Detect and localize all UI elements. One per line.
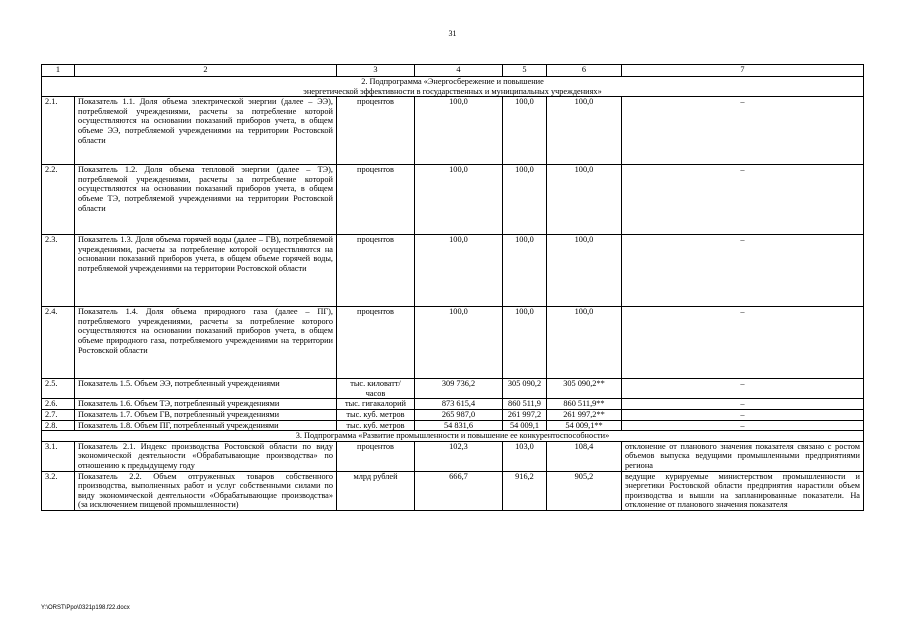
unit: процентов [337,441,415,471]
indicator-name: Показатель 2.1. Индекс производства Ростовской области по виду экономической деятельности «Обрабатывающие производства» по отношению к предыдущему году [75,441,337,471]
indicator-name: Показатель 1.1. Доля объема электрической энергии (далее – ЭЭ), потребляемой учреждениями, расчеты за потребление которой осуществляются на основании показаний приборов учета, в общем объеме ЭЭ, потребляемой учреждениями на территории Ростовской области [75,97,337,165]
value-2: 100,0 [503,235,547,307]
indicator-name: Показатель 1.2. Доля объема тепловой энергии (далее – ТЭ), потребляемой учреждениями, расчеты за потребление которой осуществляются на основании показаний приборов учета, в общем объеме ТЭ, потребляемой учреждениями на территории Ростовской области [75,165,337,235]
value-fact: 305 090,2** [547,379,622,399]
value-plan: 265 987,0 [415,409,503,420]
value-2: 100,0 [503,165,547,235]
indicator-name: Показатель 2.2. Объем отгруженных товаров собственного производства, выполненных работ и услуг собственными силами по виду экономической деятельности «Обрабатывающие производства» (за исключением пищевой промышленности) [75,471,337,510]
value-plan: 666,7 [415,471,503,510]
column-header: 5 [503,65,547,77]
unit: тыс. куб. метров [337,420,415,431]
row-number: 2.6. [42,399,75,410]
value-2: 860 511,9 [503,399,547,410]
unit: процентов [337,307,415,379]
note: – [622,399,864,410]
column-number-row [42,65,864,77]
table-row [42,420,864,431]
indicator-name: Показатель 1.7. Объем ГВ, потребленный учреждениями [75,409,337,420]
value-fact: 100,0 [547,165,622,235]
row-number: 2.2. [42,165,75,235]
value-2: 261 997,2 [503,409,547,420]
table-row [42,307,864,379]
row-number: 2.8. [42,420,75,431]
value-2: 100,0 [503,97,547,165]
value-fact: 905,2 [547,471,622,510]
indicator-name: Показатель 1.4. Доля объема природного газа (далее – ПГ), потребляемого учреждениями, расчеты за потребление которого осуществляются на основании показаний приборов учета, в общем объеме природного газа, потребляемого учреждениями на территории Ростовской области [75,307,337,379]
table-row [42,97,864,165]
row-number: 2.1. [42,97,75,165]
row-number: 2.3. [42,235,75,307]
unit: млрд рублей [337,471,415,510]
table-row [42,379,864,399]
file-path-footer: Y:\ORST\Ppo\0321p198.f22.docx [41,605,130,611]
value-plan: 100,0 [415,307,503,379]
unit: процентов [337,97,415,165]
indicator-name: Показатель 1.6. Объем ТЭ, потребленный учреждениями [75,399,337,410]
column-header: 6 [547,65,622,77]
section-title: 3. Подпрограмма «Развитие промышленности и повышение ее конкурентоспособности» [42,431,864,442]
section-title: 2. Подпрограмма «Энергосбережение и повышение энергетической эффективности в государственных и муниципальных учреждениях» [42,77,864,97]
value-fact: 108,4 [547,441,622,471]
row-number: 2.5. [42,379,75,399]
section-header-row [42,431,864,442]
unit: тыс. киловатт/ часов [337,379,415,399]
note: – [622,409,864,420]
value-fact: 100,0 [547,97,622,165]
indicator-name: Показатель 1.5. Объем ЭЭ, потребленный учреждениями [75,379,337,399]
page-number: 31 [448,29,457,38]
value-2: 100,0 [503,307,547,379]
value-plan: 309 736,2 [415,379,503,399]
row-number: 2.7. [42,409,75,420]
row-number: 3.1. [42,441,75,471]
note: – [622,307,864,379]
unit: тыс. гигакалорий [337,399,415,410]
row-number: 2.4. [42,307,75,379]
value-2: 916,2 [503,471,547,510]
value-2: 305 090,2 [503,379,547,399]
unit: процентов [337,165,415,235]
value-plan: 873 615,4 [415,399,503,410]
row-number: 3.2. [42,471,75,510]
note: – [622,235,864,307]
table-row [42,235,864,307]
value-plan: 100,0 [415,235,503,307]
indicator-name: Показатель 1.3. Доля объема горячей воды (далее – ГВ), потребляемой учреждениями, расчеты за потребление которой осуществляются на основании показаний приборов учета, в общем объеме горячей воды, потребляемой учреждениями на территории Ростовской области [75,235,337,307]
value-plan: 102,3 [415,441,503,471]
note: – [622,165,864,235]
table-row [42,399,864,410]
note: ведущие курируемые министерством промышленности и энергетики Ростовской области предприятия нарастили объем производства и вышли на запланированные показатели. На отклонение от планового значения показателя [622,471,864,510]
value-plan: 100,0 [415,165,503,235]
column-header: 2 [75,65,337,77]
indicators-table [41,64,864,511]
indicator-name: Показатель 1.8. Объем ПГ, потребленный учреждениями [75,420,337,431]
unit: тыс. куб. метров [337,409,415,420]
value-plan: 54 831,6 [415,420,503,431]
note: – [622,97,864,165]
note: отклонение от планового значения показателя связано с ростом объемов выпуска ведущими промышленными предприятиями региона [622,441,864,471]
value-fact: 261 997,2** [547,409,622,420]
value-2: 54 009,1 [503,420,547,431]
value-fact: 54 009,1** [547,420,622,431]
table-row [42,165,864,235]
value-plan: 100,0 [415,97,503,165]
unit: процентов [337,235,415,307]
table-row [42,441,864,471]
note: – [622,420,864,431]
note: – [622,379,864,399]
value-2: 103,0 [503,441,547,471]
value-fact: 100,0 [547,235,622,307]
table-row [42,471,864,510]
column-header: 3 [337,65,415,77]
table-row [42,409,864,420]
value-fact: 100,0 [547,307,622,379]
section-header-row [42,77,864,97]
column-header: 4 [415,65,503,77]
value-fact: 860 511,9** [547,399,622,410]
column-header: 1 [42,65,75,77]
column-header: 7 [622,65,864,77]
